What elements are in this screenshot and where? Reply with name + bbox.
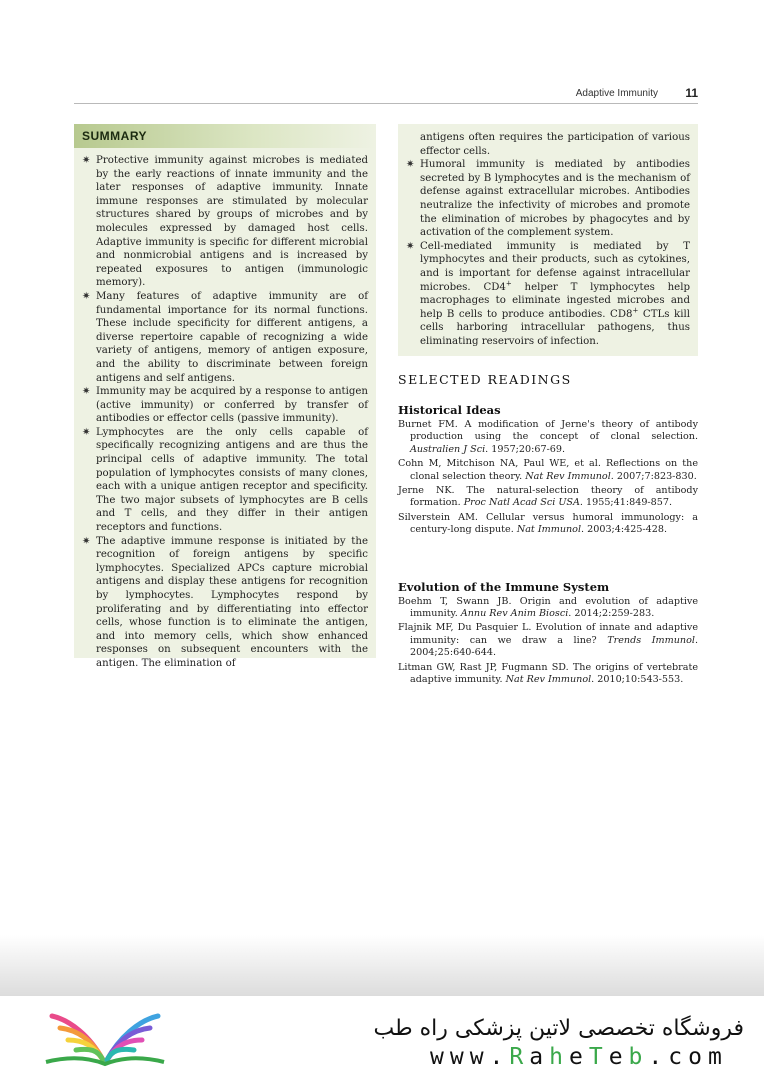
summary-item: ✷ Lymphocytes are the only cells capable of specifically recognizing antigens and are thus the principal cells of adaptive immunity. The total population of lymphocytes consists of many clones, each with a unique antigen receptor and specificity. The two major subsets of lymphocytes are B cells and T cells, and they differ in their antigen receptors and functions. <box>82 426 368 534</box>
readings-title: SELECTED READINGS <box>398 372 572 387</box>
summary-item: ✷ Cell-mediated immunity is mediated by T lymphocytes and their products, such as cytokines, and is important for defense against intracellular microbes. CD4+ helper T lymphocytes help macrophages to eliminate ingested microbes and help B cells to produce antibodies. CD8+ CTLs kill cells harboring intracellular pathogens, thus eliminating reservoirs of infection. <box>406 240 690 347</box>
summary-item: ✷ Protective immunity against microbes is mediated by the early reactions of innate immunity and the later responses of adaptive immunity. Innate immune responses are stimulated by molecular structures shared by groups of microbes and by molecules expressed by damaged host cells. Adaptive immunity is specific for different microbial and nonmicrobial antigens and is increased by repeated exposures to antigen (immunologic memory). <box>82 155 368 289</box>
reference-list-historical <box>398 419 698 537</box>
summary-heading: SUMMARY <box>82 129 148 143</box>
summary-item: ✷ The adaptive immune response is initiated by the recognition of foreign antigens by specific lymphocytes. Specialized APCs capture microbial antigens and display these antigens for recognition by lymphocytes. Lymphocytes respond by proliferating and by differentiating into effector cells, whose function is to eliminate the antigen, and into memory cells, which show enhanced responses on subsequent encounters with the antigen. The elimination of <box>82 535 368 669</box>
section-heading-evolution: Evolution of the Immune System <box>398 579 610 594</box>
reference-item: Burnet FM. A modification of Jerne's theory of antibody production using the concept of clonal selection. Australien J Sci. 1957;20:67-69. <box>398 419 698 455</box>
store-url[interactable]: www.RaheTeb.com <box>430 1044 728 1070</box>
reference-item: Jerne NK. The natural-selection theory of antibody formation. Proc Natl Acad Sci USA. 1955;41:849-857. <box>398 485 698 509</box>
summary-list <box>74 148 376 671</box>
bullet-icon: ✷ <box>82 535 91 547</box>
bullet-icon: ✷ <box>82 386 91 398</box>
summary-item: ✷ Humoral immunity is mediated by antibodies secreted by B lymphocytes and is the mechanism of defense against extracellular microbes. Antibodies neutralize the infectivity of microbes and promote the elimination of microbes by phagocytes and by activation of the complement system. <box>406 159 690 239</box>
summary-item: ✷ Many features of adaptive immunity are of fundamental importance for its normal functions. These include specificity for different antigens, a diverse repertoire capable of recognizing a wide variety of antigens, memory of antigen exposure, and the ability to discriminate between foreign antigens and self antigens. <box>82 290 368 384</box>
open-book-logo-icon <box>40 1006 170 1068</box>
bullet-icon: ✷ <box>406 159 415 171</box>
store-banner <box>0 996 764 1080</box>
summary-heading-bar <box>74 124 376 148</box>
bullet-icon: ✷ <box>82 290 91 302</box>
section-heading-historical: Historical Ideas <box>398 403 501 417</box>
reference-item: Cohn M, Mitchison NA, Paul WE, et al. Reflections on the clonal selection theory. Nat Rev Immunol. 2007;7:823-830. <box>398 458 698 482</box>
reference-item: Flajnik MF, Du Pasquier L. Evolution of innate and adaptive immunity: can we draw a line? Trends Immunol. 2004;25:640-644. <box>398 622 698 659</box>
summary-item: ✷ Immunity may be acquired by a response to antigen (active immunity) or conferred by transfer of antibodies or effector cells (passive immunity). <box>82 386 368 425</box>
reference-item: Silverstein AM. Cellular versus humoral immunology: a century-long dispute. Nat Immunol. 2003;4:425-428. <box>398 511 698 536</box>
running-title: Adaptive Immunity <box>575 88 658 99</box>
bullet-icon: ✷ <box>406 240 415 252</box>
reference-item: Litman GW, Rast JP, Fugmann SD. The origins of vertebrate adaptive immunity. Nat Rev Immunol. 2010;10:543-553. <box>398 661 698 686</box>
summary-list-continued <box>398 158 698 348</box>
bullet-icon: ✷ <box>82 426 91 438</box>
store-name: فروشگاه تخصصی لاتین پزشکی راه طب <box>373 1016 744 1041</box>
reference-list-evolution <box>398 596 698 687</box>
page-number: 11 <box>685 86 698 100</box>
bullet-icon: ✷ <box>82 155 91 166</box>
footer-shadow <box>0 935 764 1000</box>
header-rule <box>74 103 698 104</box>
reference-item: Boehm T, Swann JB. Origin and evolution of adaptive immunity. Annu Rev Anim Biosci. 2014;2:259-283. <box>398 595 698 620</box>
summary-box <box>74 124 376 669</box>
summary-continuation: antigens often requires the participation of various effector cells. <box>420 132 690 157</box>
summary-box-continued <box>398 124 698 356</box>
selected-readings <box>398 372 698 689</box>
